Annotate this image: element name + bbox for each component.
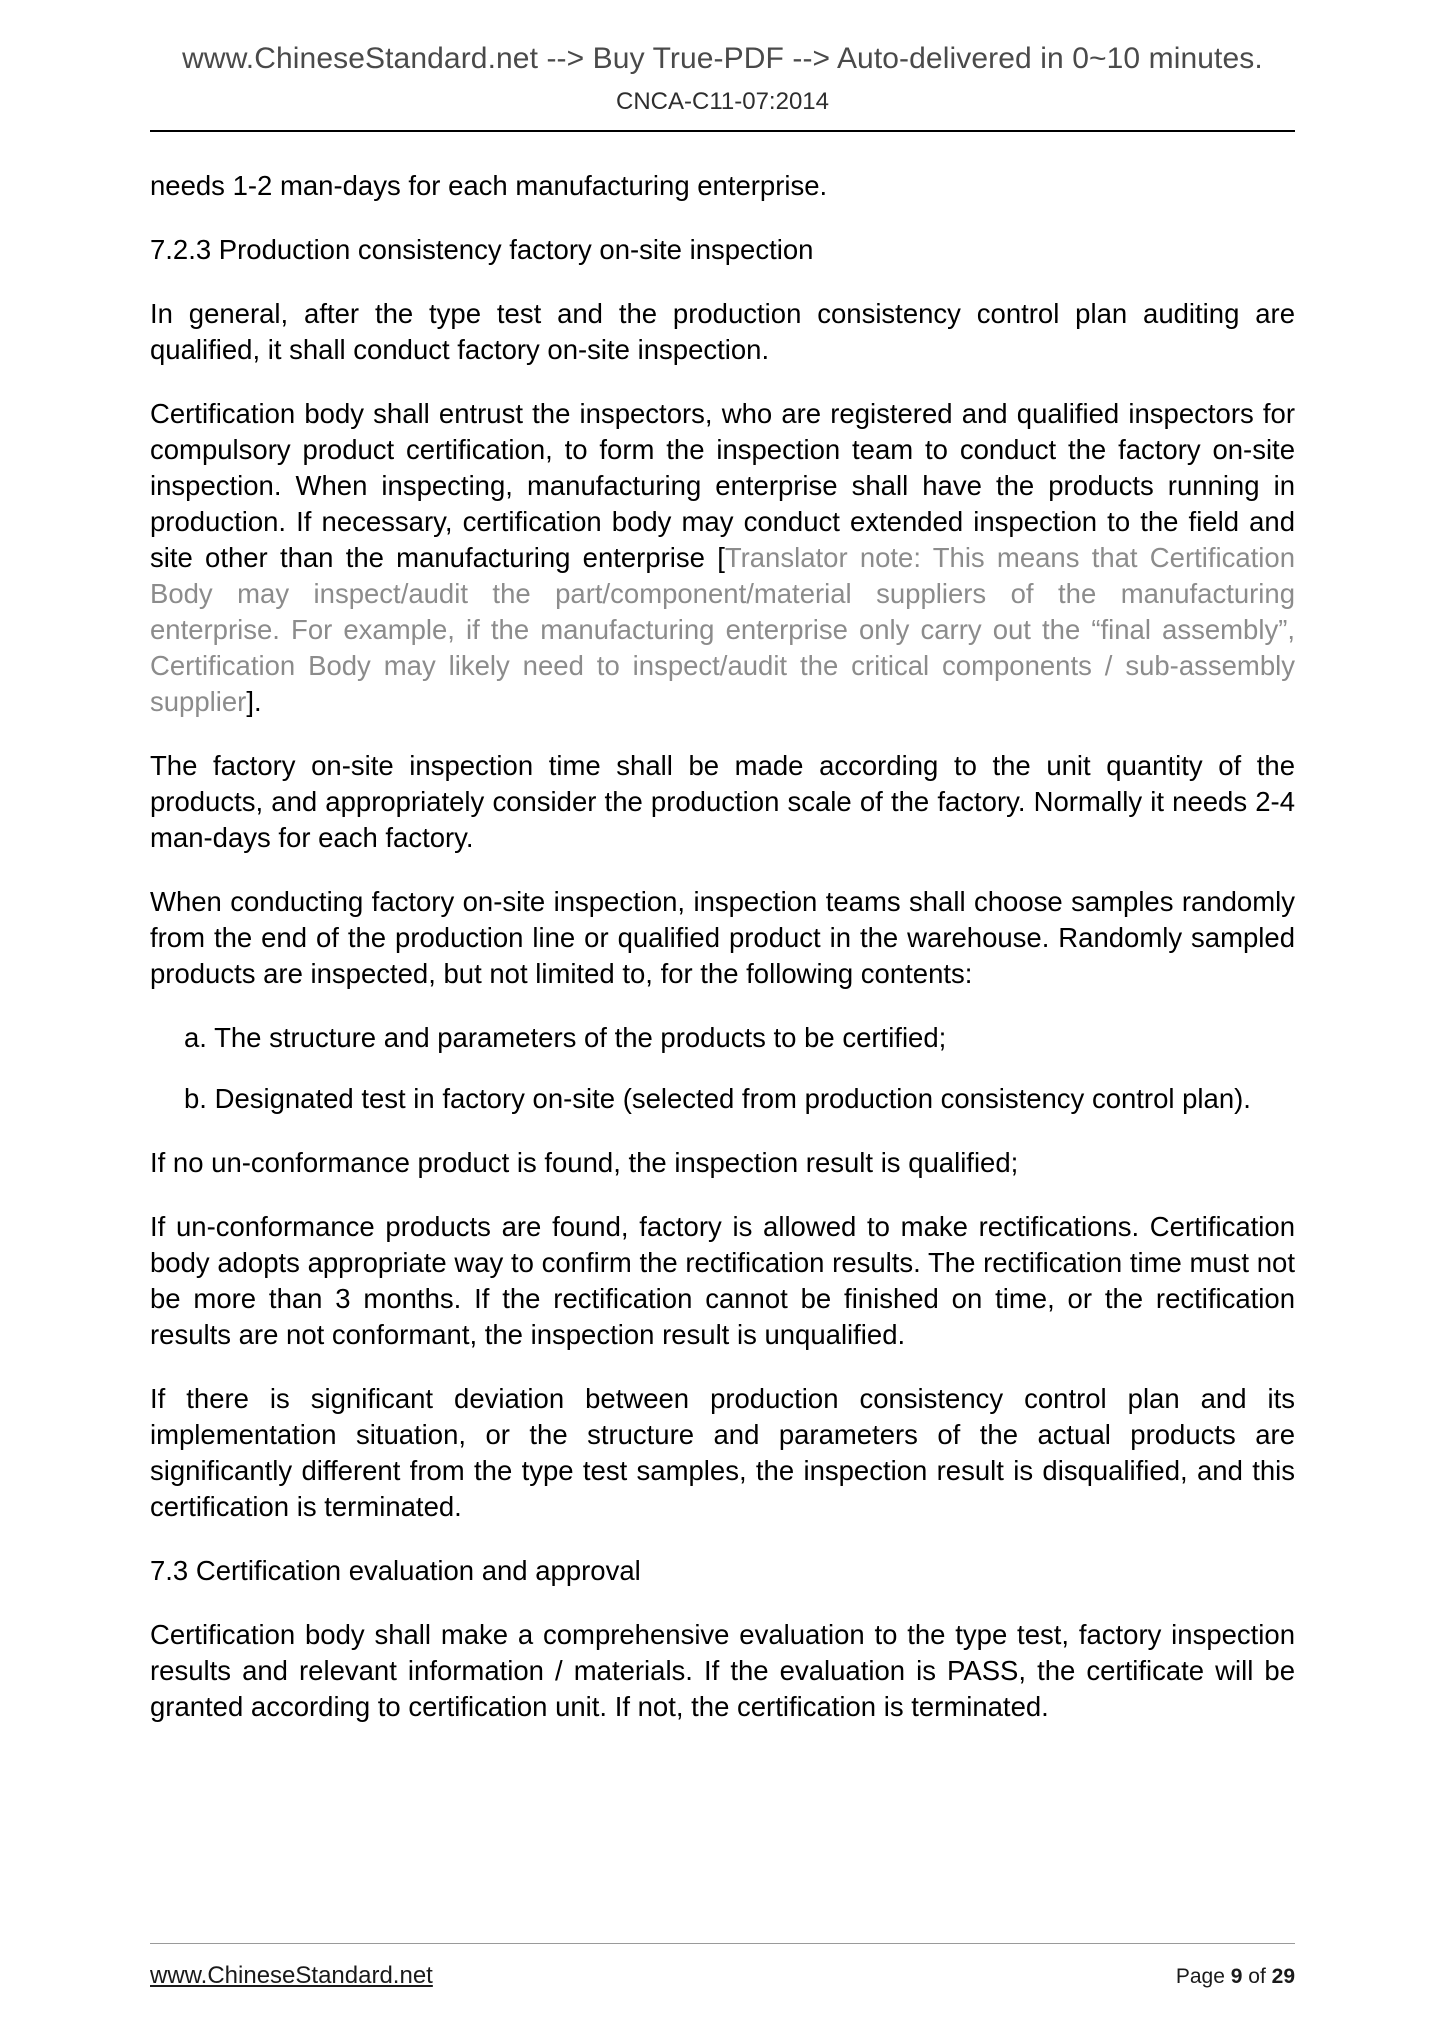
list-marker: b.	[184, 1083, 207, 1115]
bracket-open: [	[717, 542, 725, 574]
list-marker: a.	[184, 1022, 207, 1054]
list-item	[150, 1020, 1295, 1056]
translator-note-text: Translator note: This means that Certification Body may inspect/audit the part/component/material suppliers of the manufacturing enterprise. For example, if the manufacturing enterprise only carry out the “final assembly”, Certification Body may likely need to inspect/audit the critical components / sub-assembly supplier	[150, 542, 1295, 718]
page-header	[0, 0, 1445, 132]
paragraph-in-general: In general, after the type test and the production consistency control plan auditing are qualified, it shall conduct factory on-site inspection.	[150, 298, 1295, 366]
list-item	[150, 1081, 1295, 1117]
heading-7-3: 7.3 Certification evaluation and approval	[150, 1555, 641, 1587]
paragraph-certification-body-entrust	[150, 396, 1295, 720]
footer-row	[150, 1962, 1295, 1990]
list-item-text: Designated test in factory on-site (selected from production consistency control plan).	[214, 1083, 1251, 1115]
paragraph-no-unconformance: If no un-conformance product is found, the inspection result is qualified;	[150, 1147, 1019, 1179]
paragraph-main-text: Certification body shall entrust the inspectors, who are registered and qualified inspectors for compulsory product certification, to form the inspection team to conduct the factory on-site inspection. When inspecting, manufacturing enterprise shall have the products running in production. If necessary, certification body may conduct extended inspection to the field and site other than the manufacturing enterprise	[150, 398, 1295, 574]
paragraph-sampling: When conducting factory on-site inspection, inspection teams shall choose samples randomly from the end of the production line or qualified product in the warehouse. Randomly sampled products are inspected, but not limited to, for the following contents:	[150, 886, 1295, 990]
current-page-number: 9	[1230, 1965, 1243, 1988]
footer-site-link[interactable]: www.ChineseStandard.net	[150, 1962, 433, 1989]
inspection-contents-list	[150, 1020, 1295, 1117]
page-label-prefix: Page	[1175, 1965, 1231, 1988]
total-page-count: 29	[1271, 1965, 1295, 1988]
paragraph-continuation: needs 1-2 man-days for each manufacturing enterprise.	[150, 170, 828, 202]
footer-divider	[150, 1943, 1295, 1944]
heading-7-2-3: 7.2.3 Production consistency factory on-site inspection	[150, 234, 814, 266]
standard-identifier: CNCA-C11-07:2014	[616, 87, 829, 115]
list-item-text: The structure and parameters of the products to be certified;	[214, 1022, 947, 1054]
paragraph-inspection-time: The factory on-site inspection time shall be made according to the unit quantity of the products, and appropriately consider the production scale of the factory. Normally it needs 2-4 man-days for each factory.	[150, 750, 1295, 854]
paragraph-evaluation-approval: Certification body shall make a comprehensive evaluation to the type test, factory inspection results and relevant information / materials. If the evaluation is PASS, the certificate will be granted according to certification unit. If not, the certification is terminated.	[150, 1619, 1295, 1723]
header-promo-text: www.ChineseStandard.net --> Buy True-PDF --> Auto-delivered in 0~10 minutes.	[182, 42, 1263, 75]
page-footer	[150, 1943, 1295, 1990]
page-number-indicator	[1176, 1965, 1295, 1989]
paragraph-unconformance-found: If un-conformance products are found, factory is allowed to make rectifications. Certification body adopts appropriate way to confirm the rectification results. The rectification time must not be more than 3 months. If the rectification cannot be finished on time, or the rectification results are not conformant, the inspection result is unqualified.	[150, 1211, 1295, 1351]
paragraph-significant-deviation: If there is significant deviation between production consistency control plan and its implementation situation, or the structure and parameters of the actual products are significantly different from the type test samples, the inspection result is disqualified, and this certification is terminated.	[150, 1383, 1295, 1523]
page-label-middle: of	[1242, 1965, 1272, 1988]
document-content	[150, 132, 1295, 1725]
bracket-close: ].	[246, 686, 262, 718]
